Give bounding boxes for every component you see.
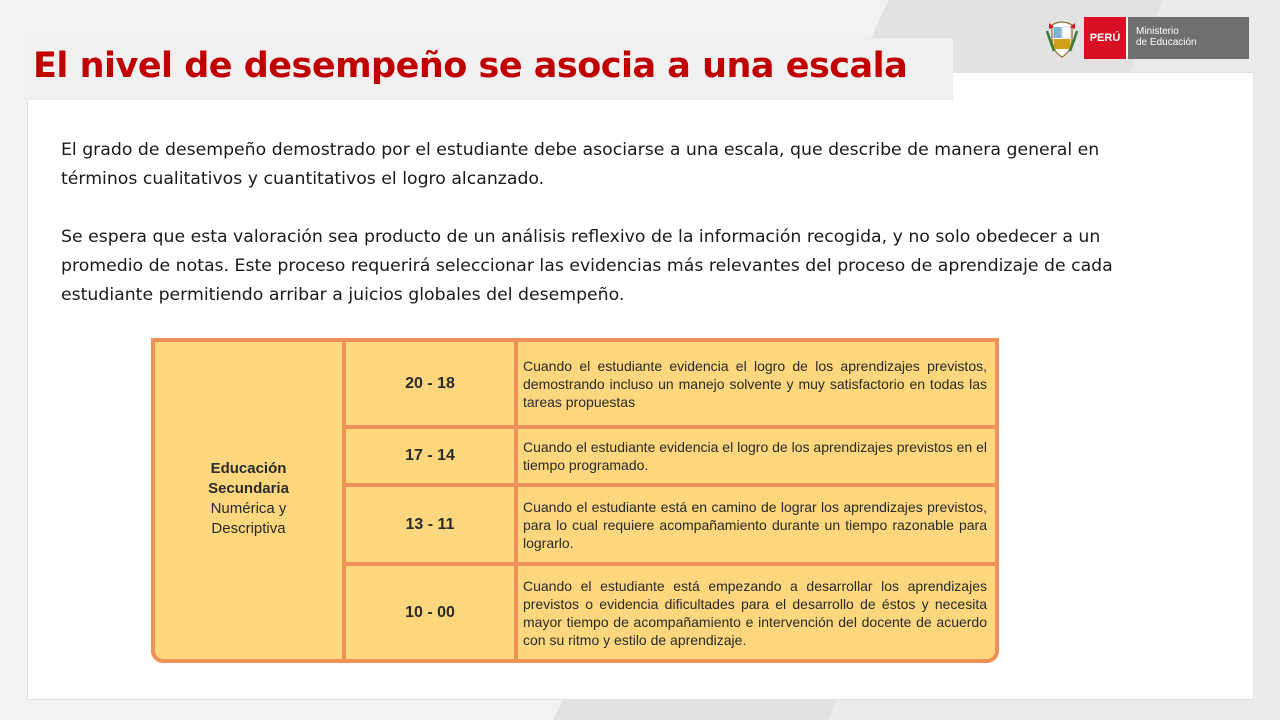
ministry-name-line2: de Educación <box>1136 37 1197 48</box>
ministry-name-line1: Ministerio <box>1136 26 1179 37</box>
table-row <box>346 487 995 562</box>
score-description: Cuando el estudiante está en camino de lograr los aprendizajes previstos, para lo cual requiere acompañamiento durante un tiempo razonable para lograrlo. <box>523 498 987 551</box>
grading-scale-table <box>151 338 999 663</box>
score-description: Cuando el estudiante está empezando a desarrollar los aprendizajes previstos o evidencia dificultades para el desarrollo de éstos y necesita mayor tiempo de acompañamiento e intervención del docente de acuerdo con su ritmo y estilo de aprendizaje. <box>523 577 987 648</box>
slide-title: El nivel de desempeño se asocia a una escala <box>33 46 908 86</box>
score-range: 17 - 14 <box>405 447 455 464</box>
table-row <box>346 566 995 659</box>
coat-of-arms-icon <box>1046 17 1078 59</box>
score-range: 13 - 11 <box>405 515 455 533</box>
level-label-line: Numérica y <box>210 499 287 517</box>
score-range: 10 - 00 <box>405 603 455 621</box>
level-label-line: Secundaria <box>208 479 289 497</box>
level-label-line: Descriptiva <box>211 519 286 537</box>
score-range: 20 - 18 <box>405 374 455 392</box>
table-row <box>346 342 995 425</box>
paragraph-1: El grado de desempeño demostrado por el estudiante debe asociarse a una escala, que describe de manera general en términos cualitativos y cuantitativos el logro alcanzado. <box>61 140 1100 189</box>
slide-body <box>61 136 1171 310</box>
score-description: Cuando el estudiante evidencia el logro de los aprendizajes previstos, demostrando incluso un manejo solvente y muy satisfactorio en todas las tareas propuestas <box>523 357 987 410</box>
table-row <box>346 429 995 483</box>
country-badge: PERÚ <box>1084 17 1128 59</box>
education-level-cell <box>155 338 342 659</box>
ministry-logo <box>1046 17 1249 59</box>
score-description: Cuando el estudiante evidencia el logro de los aprendizajes previstos en el tiempo programado. <box>523 439 987 473</box>
ministry-name <box>1128 17 1249 59</box>
paragraph-2: Se espera que esta valoración sea producto de un análisis reflexivo de la información recogida, y no solo obedecer a un promedio de notas. Este proceso requerirá seleccionar las evidencias más relevantes del proceso de aprendizaje de cada estudiante permitiendo arribar a juicios globales del desempeño. <box>61 227 1113 305</box>
level-label-line: Educación <box>210 459 287 477</box>
